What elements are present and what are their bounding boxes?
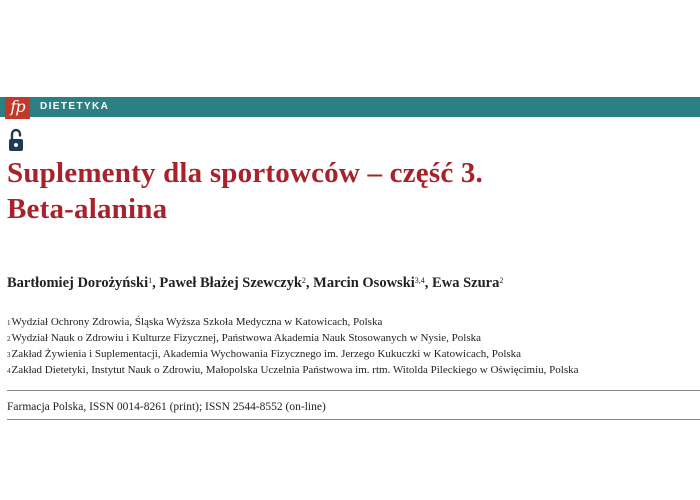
title-line-2: Beta-alanina [7, 193, 168, 225]
divider [7, 419, 700, 420]
article-title [7, 155, 483, 227]
affiliation-list [7, 314, 578, 378]
title-line-1: Suplementy dla sportowców – część 3. [7, 157, 483, 189]
divider [7, 390, 700, 391]
author: Bartłomiej Dorożyński$^1$, [7, 275, 160, 291]
author: Marcin Osowski$^{3,4}$, [313, 275, 433, 291]
open-lock-icon [8, 128, 24, 152]
author: Ewa Szura$^2$ [432, 275, 504, 291]
affiliation: $^4$Zakład Dietetyki, Instytut Nauk o Zdrowiu, Małopolska Uczelnia Państwowa im. rtm. Witolda Pileckiego w Oświęcimiu, Polska [7, 364, 579, 376]
journal-info: Farmacja Polska, ISSN 0014-8261 (print); ISSN 2544-8552 (on-line) [7, 401, 326, 413]
journal-logo: fp [5, 97, 30, 119]
section-label: DIETETYKA [40, 101, 110, 112]
affiliation: $^1$Wydział Ochrony Zdrowia, Śląska Wyższa Szkoła Medyczna w Katowicach, Polska [7, 316, 383, 328]
author: Paweł Błażej Szewczyk$^2$, [159, 275, 314, 291]
affiliation: $^2$Wydział Nauk o Zdrowiu i Kulturze Fizycznej, Państwowa Akademia Nauk Stosowanych w Nysie, Polska [7, 332, 481, 344]
affiliation: $^3$Zakład Żywienia i Suplementacji, Akademia Wychowania Fizycznego im. Jerzego Kukuczki w Katowicach, Polska [7, 348, 522, 360]
author-list [7, 275, 503, 292]
